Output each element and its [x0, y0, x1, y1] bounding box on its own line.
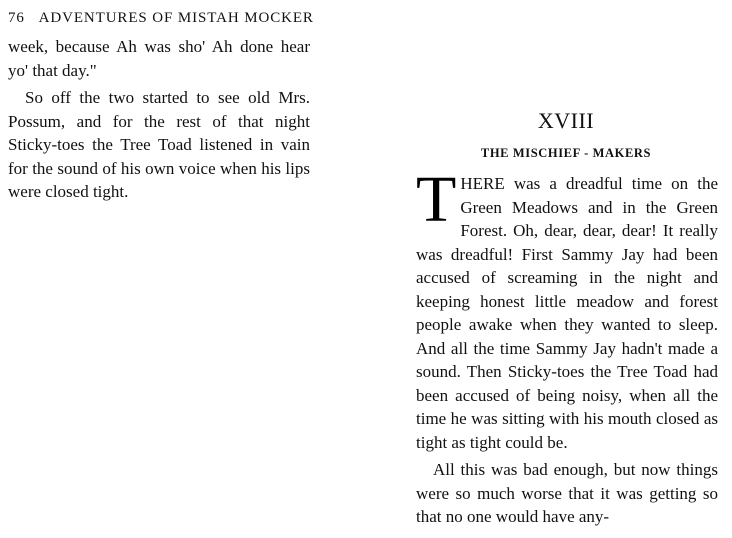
left-page-text: [8, 35, 310, 204]
chapter-number: XVIII: [537, 108, 595, 133]
chapter-opening-paragraph: [416, 163, 718, 454]
running-header: [8, 10, 314, 27]
continued-paragraph: week, because Ah was sho' Ah done hear yo' that day.": [8, 37, 310, 80]
drop-cap-letter: T: [416, 163, 457, 236]
opening-paragraph-text: HERE was a dreadful time on the Green Meadows and in the Green Forest. Oh, dear, dear, dear! It really was dreadful! First Sammy Jay had been accused of screaming in the night and keeping honest little meadow and forest people awake when they wanted to sleep. And all the time Sammy Jay hadn't made a sound. Then Sticky-toes the Tree Toad had been accused of being noisy, when all the time he was sitting with his mouth closed as tight as tight could be.: [416, 174, 718, 452]
closing-paragraph: So off the two started to see old Mrs. Possum, and for the rest of that night Sticky-toes the Tree Toad listened in vain for the sound of his own voice when his lips were closed tight.: [8, 88, 310, 201]
right-page-text: [416, 163, 718, 529]
chapter-title: THE MISCHIEF - MAKERS: [480, 146, 652, 160]
running-title: ADVENTURES OF MISTAH MOCKER: [38, 10, 314, 26]
second-paragraph: All this was bad enough, but now things were so much worse that it was getting so that no one would have any-: [416, 460, 718, 526]
page-number: 76: [8, 10, 25, 26]
